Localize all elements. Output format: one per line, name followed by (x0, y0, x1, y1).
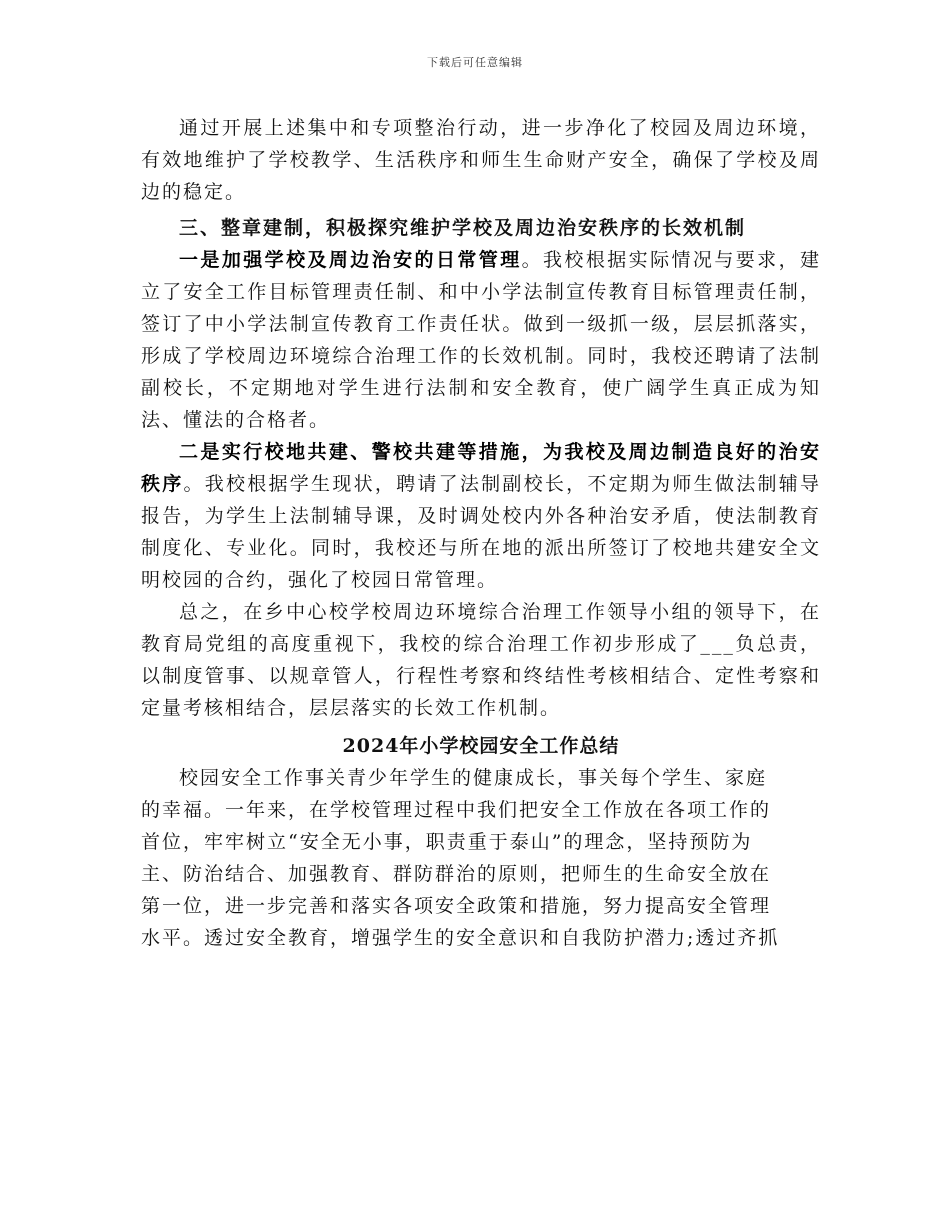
text-line: 主、防治结合、加强教育、群防群治的原则，把师生的生命安全放在 (141, 863, 772, 885)
paragraph-daily-management (141, 244, 821, 436)
section-heading-3: 三、整章建制，积极探究维护学校及周边治安秩序的长效机制 (179, 217, 747, 239)
text-line: 校园安全工作事关青少年学生的健康成长，事关每个学生、家庭 (179, 767, 768, 789)
text-line: 的幸福。一年来，在学校管理过程中我们把安全工作放在各项工作的 (141, 799, 772, 821)
document-body (141, 112, 821, 954)
paragraph-text: 。我校根据实际情况与要求，建立了安全工作目标管理责任制、和中小学法制宣传教育目标管理责任制，签订了中小学法制宣传教育工作责任状。做到一级抓一级，层层抓落实，形成了学校周边环境综合治理工作的长效机制。同时，我校还聘请了法制副校长，不定期地对学生进行法制和安全教育，使广阔学生真正成为知法、懂法的合格者。 (141, 249, 821, 431)
page-header: 下载后可任意编辑 (427, 56, 523, 69)
paragraph-rectification-result: 通过开展上述集中和专项整治行动，进一步净化了校园及周边环境，有效地维护了学校教学、生活秩序和师生生命财产安全，确保了学校及周边的稳定。 (141, 117, 821, 203)
paragraph-lead-bold: 二是实行校地共建、警校共建等措施，为我校及周边制造良好的治安秩序 (141, 441, 821, 495)
paragraph-safety-intro (141, 762, 821, 954)
document-title: 2024年小学校园安全工作总结 (342, 735, 620, 757)
paragraph-joint-construction (141, 436, 821, 596)
paragraph-lead-bold: 一是加强学校及周边治安的日常管理 (179, 249, 522, 271)
paragraph-conclusion: 总之，在乡中心校学校周边环境综合治理工作领导小组的领导下，在教育局党组的高度重视下，我校的综合治理工作初步形成了___负总责，以制度管事、以规章管人，行程性考察和终结性考核相结合、定性考察和定量考核相结合，层层落实的长效工作机制。 (141, 601, 821, 719)
text-line: 水平。透过安全教育，增强学生的安全意识和自我防护潜力;透过齐抓 (141, 927, 780, 949)
text-line: 第一位，进一步完善和落实各项安全政策和措施，努力提高安全管理 (141, 895, 772, 917)
paragraph-text: 。我校根据学生现状，聘请了法制副校长，不定期为师生做法制辅导报告，为学生上法制辅导课，及时调处校内外各种治安矛盾，使法制教育制度化、专业化。同时，我校还与所在地的派出所签订了校地共建安全文明校园的合约，强化了校园日常管理。 (141, 473, 821, 591)
text-line: 首位，牢牢树立“安全无小事，职责重于泰山”的理念，坚持预防为 (141, 831, 753, 853)
